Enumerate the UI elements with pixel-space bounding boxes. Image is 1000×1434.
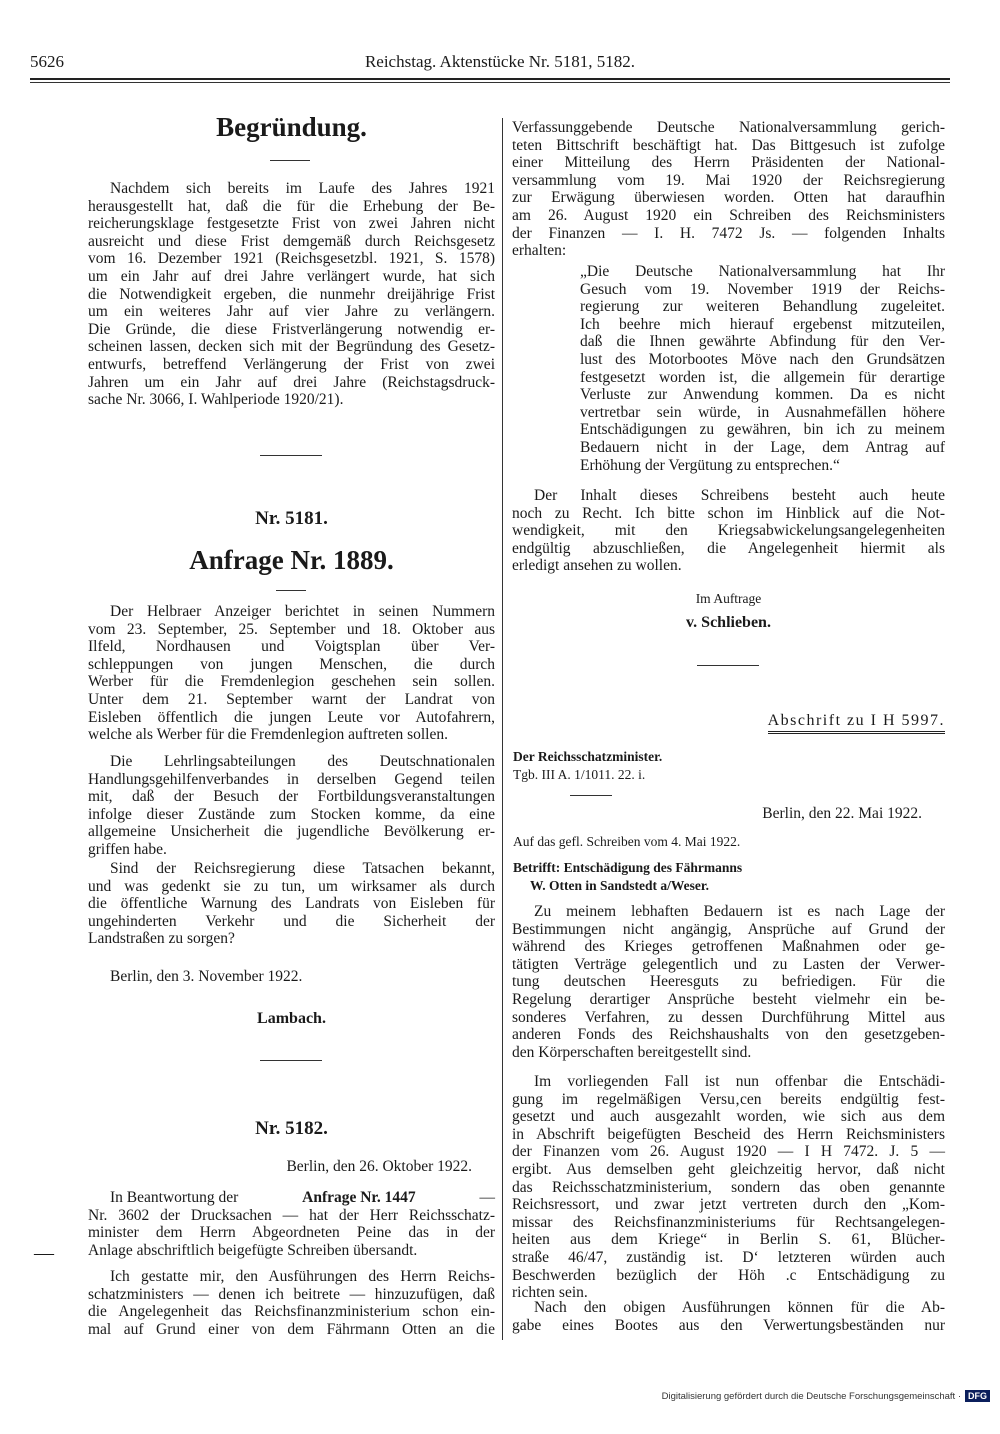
text-line: einer Mitteilung des Herrn Präsidenten der National- [512,154,945,172]
text-line: reicherungsklage festgesetzte Frist von zwei Jahren nicht [88,215,495,233]
text-line: noch zu Recht. Ich bitte schon im Hinblick auf die Not- [512,504,945,522]
text-line: allgemeine Unsicherheit die jugendliche Bevölkerung er- [88,823,495,841]
text-line: der Finanzen vom 26. August 1920 — I H 7472. J. 5 — [512,1143,945,1161]
anfrage-reference: Anfrage Nr. 1447 [302,1189,416,1206]
text-line: Reichsressort, und zwar jetzt vertreten durch den „Kom- [512,1196,945,1214]
text-line: Zu meinem lebhaften Bedauern ist es nach Lage der [534,903,945,920]
text-line: vom 16. Dezember 1921 (Reichsgesetzbl. 1921, S. 1578) [88,250,495,268]
text-line: Die Gründe, die diese Fristverlängerung notwendig er- [88,320,495,338]
text-line: Nachdem sich bereits im Laufe des Jahres 1921 [110,180,495,197]
sender: Der Reichsschatzminister. [513,749,663,764]
text-line: zur Erwägung überwiesen worden. Otten hat daraufhin [512,189,945,207]
quoted-letter [580,263,945,474]
paragraph-antwort-rest [88,1207,495,1260]
column-divider [502,118,503,1340]
subject-line-1: Betrifft: Entschädigung des Fährmanns [513,860,743,875]
divider [276,590,306,591]
text-line: Eisleben öffentlich die jungen Leute vor Autofahrern, [88,708,495,726]
text-line: anderen Fonds des Reichshaushalts von den gesetzgeben- [512,1026,945,1044]
header-rule-thin [30,82,950,83]
im-auftrage: Im Auftrage [695,591,762,606]
date-5182: Berlin, den 26. Oktober 1922. [286,1158,472,1175]
text-line: um ein Jahr auf drei Jahre verlängert wurde, hat sich [88,267,495,285]
paragraph-anfrage-3 [88,860,495,948]
paragraph-bedauern [512,903,945,1061]
section-title-begruendung: Begründung. [216,112,367,142]
text-line: griffen habe. [88,840,167,858]
footer-credit-text: Digitalisierung gefördert durch die Deutsche Forschungsgemeinschaft · [661,1390,961,1402]
document-number-5182: Nr. 5182. [255,1118,328,1139]
text-line: festgesetzt worden ist, die allgemein für derartige [580,368,945,386]
divider [697,665,759,666]
text-line: ausreicht und diese Frist demgemäß durch Reichsgesetz [88,232,495,250]
dfg-logo: DFG [965,1390,990,1402]
text-line: Jahren um ein Jahr auf drei Jahre (Reichstagsdruck- [88,373,495,391]
text-line: Bedauern nicht in der Lage, dem Antrag auf [580,438,945,456]
text-line: den Körperschaften bereitgestellt sind. [512,1043,752,1061]
text-line: Entschädigungen zu gewähren, bin ich zu meinem [580,421,945,439]
text-line: schleppungen von jungen Menschen, die durch [88,655,495,673]
text-line: Bestimmungen nicht angängig, Ansprüche auf Grund der [512,920,945,938]
text-line: minister dem Herrn Abgeordneten Peine das in der [88,1224,495,1242]
text: In Beantwortung der [110,1189,239,1206]
text-line: lust des Motorbootes Möve nach den Grundsätzen [580,350,945,368]
paragraph-anfrage-2 [88,753,495,859]
text-line: Im vorliegenden Fall ist nun offenbar die Entschädi- [534,1073,945,1090]
text-line: die öffentliche Warnung des Landrats von Eisleben für [88,895,495,913]
text-line: vertretbar sein würde, in Ausnahmefällen höhere [580,403,945,421]
text-line: Der Inhalt dieses Schreibens besteht auch heute [534,487,945,504]
text-line: Nach den obigen Ausführungen können für die Ab- [534,1299,945,1316]
abschrift-heading: Abschrift zu I H 5997. [768,712,945,734]
text-line: entwurfs, betreffend Verlängerung der Frist von zwei [88,355,495,373]
text-line: tung deutschen Heeresguts zu befriedigen. Für die [512,973,945,991]
divider [260,1060,322,1061]
signature-lambach: Lambach. [257,1010,326,1027]
text-line: Der Helbraer Anzeiger berichtet in seinen Nummern [110,603,495,620]
text-line: missar des Reichsfinanzministeriums für Rechtsangelegen- [512,1213,945,1231]
text-line: gabe eines Bootes aus den Verwertungsbeständen nur [512,1316,945,1334]
date-letter: Berlin, den 22. Mai 1922. [762,805,922,822]
text-line: daß die Ihnen gewährte Abfindung für den Ver- [580,333,945,351]
paragraph-antwort [88,1189,495,1259]
text-line: Anlage abschriftlich beigefügte Schreiben übersandt. [88,1241,418,1259]
page-number: 5626 [30,52,64,71]
text-line: gung im regelmäßigen Versu‚cen bereits endgültig fest- [512,1090,945,1108]
text-line: erledigt ansehen zu wollen. [512,557,682,575]
text-line: sonderes Verfahren, zu dessen Durchführung Mittel aus [512,1008,945,1026]
date-anfrage: Berlin, den 3. November 1922. [110,968,303,985]
text-line: straße 46/47, zuständig ist. D‘ letzteren würden auch [512,1248,945,1266]
text-line [88,1189,495,1207]
text-line: Ich gestatte mir, den Ausführungen des Herrn Reichs- [110,1268,495,1285]
text-line: Verluste zur Anwendung kommen. Da es nicht [580,386,945,404]
text-line: Gesuch vom 19. November 1919 der Reichs- [580,280,945,298]
text-line: ergibt. Aus demselben geht gleichzeitig hervor, daß nicht [512,1160,945,1178]
text-line: teten Bittschrift beschäftigt hat. Das Bittgesuch ist zufolge [512,136,945,154]
text-line: versammlung vom 19. Mai 1920 der Reichsregierung [512,171,945,189]
divider [260,455,322,456]
text-line: tätigten Verträge gelegentlich und zu Lasten der Verwer- [512,955,945,973]
text-line: sache Nr. 3066, I. Wahlperiode 1920/21). [88,391,344,409]
text-line: am 26. August 1920 ein Schreiben des Reichsministers [512,206,945,224]
paragraph-inhalt [512,487,945,575]
paragraph-ausfuehrungen-schluss [512,1299,945,1334]
text-line: wendigkeit, mit den Kriegsabwickelungsangelegenheiten [512,522,945,540]
document-number-5181: Nr. 5181. [255,508,328,529]
reference-number: Tgb. III A. 1/1011. 22. i. [513,767,646,782]
text-line: mit, daß der Besuch der Fortbildungsveranstaltungen [88,788,495,806]
text-line: und was gedenkt sie zu tun, um wirksamer als durch [88,877,495,895]
text-line: Ilfeld, Nordhausen und Voigtsplan über Ver- [88,638,495,656]
text-line: heiten aus dem Kriege“ in Berlin S. 61, Blücher- [512,1231,945,1249]
running-title: Reichstag. Aktenstücke Nr. 5181, 5182. [364,52,636,71]
text-line: Ich beehre mich hierauf ergebenst mitzuteilen, [580,315,945,333]
text-line: richten sein. [512,1284,588,1302]
paragraph-bittschrift [512,119,945,260]
text-line: ungehinderten Verkehr und die Sicherheit der [88,912,495,930]
text-line: mal auf Grund einer von dem Fährmann Otten an die [88,1320,495,1338]
text-line: endgültig abzuschließen, die Angelegenheit hiermit als [512,539,945,557]
text-line: Sind der Reichsregierung diese Tatsachen bekannt, [110,860,495,877]
text-line: gesetzt und auch ausgezahlt worden, wie sich aus dem [512,1108,945,1126]
text-line: während des Krieges getroffenen Maßnahmen oder ge- [512,938,945,956]
paragraph-ausfuehrungen [88,1268,495,1338]
text-line: scheinen lassen, decken sich mit der Begründung des Gesetz- [88,338,495,356]
text-line: Die Lehrlingsabteilungen des Deutschnationalen [110,753,495,770]
divider [570,795,612,796]
text-line: Regelung derartiger Ansprüche besteht vielmehr ein be- [512,990,945,1008]
text-line: Erhöhung der Vergütung zu entsprechen.“ [580,456,840,474]
text-line: Verfassunggebende Deutsche Nationalversammlung gerich- [512,119,945,136]
text-line: Unter dem 21. September warnt der Landrat von [88,690,495,708]
text: — [479,1189,495,1206]
paragraph-anfrage-1 [88,603,495,744]
text-line: Werber für die Fremdenlegion geschehen sein sollen. [88,673,495,691]
text-line: um ein weiteres Jahr auf vier Jahre zu verlängern. [88,303,495,321]
text-line: das Reichsschatzministerium, sondern das oben genannte [512,1178,945,1196]
text-line: Landstraßen zu sorgen? [88,930,235,948]
margin-mark: — [34,1242,54,1264]
text-line: der Finanzen — I. H. 7472 Js. — folgenden Inhalts [512,224,945,242]
text-line: „Die Deutsche Nationalversammlung hat Ihr [580,263,945,280]
text-line: Handlungsgehilfenverbandes in derselben Gegend teilen [88,770,495,788]
divider [270,160,310,161]
text-line: erhalten: [512,242,567,260]
signature-schlieben: v. Schlieben. [686,614,771,631]
text-line: schatzministers — denen ich beitrete — hinzuzufügen, daß [88,1285,495,1303]
text-line: Beschwerden bezüglich der Höh .c Entschädigung zu [512,1266,945,1284]
text-line: Nr. 3602 der Drucksachen — hat der Herr Reichsschatz- [88,1206,495,1224]
in-reply-to: Auf das gefl. Schreiben vom 4. Mai 1922. [513,834,741,849]
text-line: regierung zur weiteren Behandlung zugeleitet. [580,298,945,316]
text-line: herausgestellt hat, daß die für die Erhebung der Be- [88,197,495,215]
paragraph-begruendung [88,180,495,409]
subject-line-2: W. Otten in Sandstedt a/Weser. [530,878,710,893]
paragraph-vorliegender-fall [512,1073,945,1302]
text-line: die Angelegenheit das Reichsfinanzministerium schon ein- [88,1303,495,1321]
text-line: die Notwendigkeit ergeben, die nunmehr dreijährige Frist [88,285,495,303]
text-line: vom 23. September, 25. September und 18. Oktober aus [88,620,495,638]
text-line: welche als Werber für die Fremdenlegion auftreten sollen. [88,726,448,744]
text-line: in Abschrift beigefügten Bescheid des Herrn Reichsministers [512,1125,945,1143]
footer-credit [662,1390,990,1402]
header-rule [30,78,950,80]
text-line: infolge dieser Zustände zum Stocken komme, da eine [88,805,495,823]
anfrage-title: Anfrage Nr. 1889. [189,545,394,575]
